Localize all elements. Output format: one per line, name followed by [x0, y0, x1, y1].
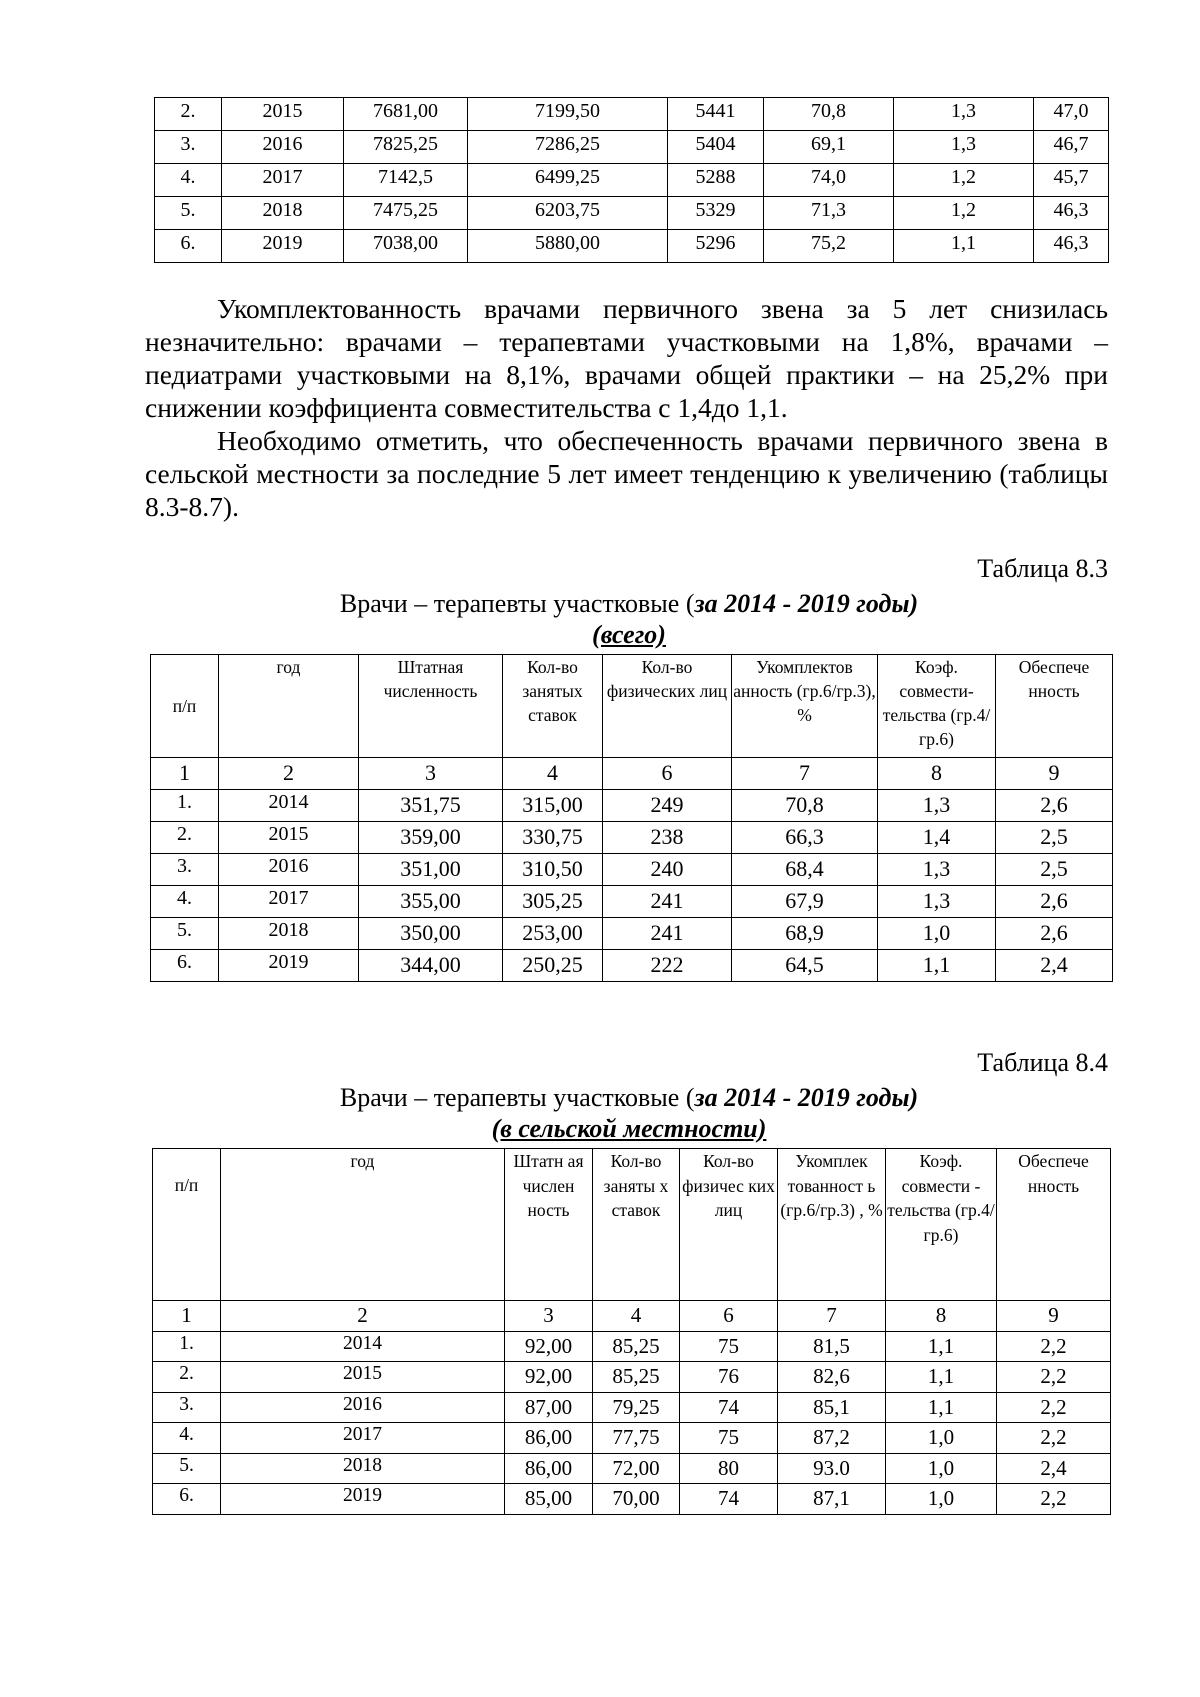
table-cell: 81,5	[778, 1331, 886, 1362]
table-cell: 2018	[219, 918, 359, 950]
table-cell: 6.	[151, 950, 219, 982]
table-cell: 5288	[668, 164, 764, 197]
table-cell: 2015	[222, 98, 344, 131]
table-cell: 1,1	[894, 230, 1034, 263]
table-cell: 1,1	[886, 1331, 997, 1362]
table-cell: Укомплек тованност ь (гр.6/гр.3) , %	[778, 1149, 886, 1301]
table-cell: 1,1	[886, 1362, 997, 1393]
column-number-row	[151, 758, 1113, 790]
table83-subtitle: (всего)	[592, 620, 666, 649]
table-cell: 1,3	[878, 790, 996, 822]
table-cell: 351,75	[359, 790, 503, 822]
table-cell: 46,3	[1034, 197, 1109, 230]
table-cell: 3	[505, 1301, 593, 1332]
table-cell: 2016	[222, 131, 344, 164]
column-number-row	[153, 1301, 1111, 1332]
table-cell: 80	[680, 1453, 778, 1484]
table-cell: 85,1	[778, 1392, 886, 1423]
table84-title-period: за 2014 - 2019 годы)	[694, 1083, 919, 1112]
table-cell: 87,2	[778, 1423, 886, 1454]
table-cell: 4.	[151, 886, 219, 918]
table-cell: 5329	[668, 197, 764, 230]
table-row	[155, 131, 1109, 164]
table-cell: 2019	[219, 950, 359, 982]
table-row	[151, 886, 1113, 918]
table-cell: 86,00	[505, 1453, 593, 1484]
table83-title-period: за 2014 - 2019 годы)	[694, 589, 919, 618]
table-cell: 2019	[222, 230, 344, 263]
table-cell: 5404	[668, 131, 764, 164]
table-cell: 5.	[153, 1453, 221, 1484]
table-cell: 1,0	[878, 918, 996, 950]
table-cell: Штатн ая числен ность	[505, 1149, 593, 1301]
table-cell: 238	[603, 822, 732, 854]
table-cell: 2,2	[997, 1331, 1111, 1362]
table83	[150, 654, 1113, 982]
table-cell: 4	[503, 758, 603, 790]
paragraph-rural-text: Необходимо отметить, что обеспеченность врачами первичного звена в сельской местности за последние 5 лет имеет тенденцию к увеличению (таблицы 8.3-8.7).	[145, 425, 1108, 522]
table-cell: 2,6	[996, 918, 1113, 950]
table-header-row	[153, 1149, 1111, 1301]
table-row	[153, 1423, 1111, 1454]
table-cell: 5.	[155, 197, 222, 230]
table-cell: 7475,25	[344, 197, 468, 230]
table-cell: 2,2	[997, 1423, 1111, 1454]
table-cell: 86,00	[505, 1423, 593, 1454]
table-cell: 2,4	[997, 1453, 1111, 1484]
table-cell: 2015	[221, 1362, 505, 1393]
table-cell: 2019	[221, 1484, 505, 1515]
table-cell: 93.0	[778, 1453, 886, 1484]
table-cell: 7038,00	[344, 230, 468, 263]
table-cell: 2.	[151, 822, 219, 854]
table-cell: 1.	[153, 1331, 221, 1362]
table-cell: 5880,00	[468, 230, 668, 263]
table-cell: 77,75	[593, 1423, 680, 1454]
table-cell: 70,8	[764, 98, 894, 131]
table-cell: 2016	[219, 854, 359, 886]
table-cell: 1,2	[894, 197, 1034, 230]
table-cell: 46,3	[1034, 230, 1109, 263]
table-cell: 7	[778, 1301, 886, 1332]
table-cell: п/п	[153, 1149, 221, 1301]
table-row	[153, 1362, 1111, 1393]
table-cell: 344,00	[359, 950, 503, 982]
table-cell: Обеспече нность	[996, 655, 1113, 758]
table-row	[151, 918, 1113, 950]
table-cell: 66,3	[732, 822, 878, 854]
table-cell: Кол-во физичес ких лиц	[680, 1149, 778, 1301]
table-cell: 68,9	[732, 918, 878, 950]
table-cell: Кол-во физических лиц	[603, 655, 732, 758]
table-row	[151, 790, 1113, 822]
table-cell: 241	[603, 918, 732, 950]
paragraph-staffing	[145, 292, 1108, 424]
paragraph-rural	[145, 424, 1108, 523]
table-cell: 7199,50	[468, 98, 668, 131]
table-cell: 47,0	[1034, 98, 1109, 131]
continued-table-body	[155, 98, 1109, 263]
table-cell: 64,5	[732, 950, 878, 982]
table-cell: 253,00	[503, 918, 603, 950]
table84-title-plain: Врачи – терапевты участковые (	[339, 1083, 695, 1112]
table-cell: 7142,5	[344, 164, 468, 197]
table-cell: Коэф. совмести- тельства (гр.4/гр.6)	[878, 655, 996, 758]
table83-caption: Таблица 8.3	[977, 554, 1108, 583]
table-cell: Обеспече нность	[997, 1149, 1111, 1301]
table-cell: 2	[219, 758, 359, 790]
table-cell: 1	[151, 758, 219, 790]
table-cell: 1,3	[878, 886, 996, 918]
table-cell: 3.	[151, 854, 219, 886]
table-cell: 68,4	[732, 854, 878, 886]
table-cell: 2.	[153, 1362, 221, 1393]
table84-body	[153, 1149, 1111, 1515]
table-cell: 87,1	[778, 1484, 886, 1515]
table-cell: 359,00	[359, 822, 503, 854]
table-cell: Коэф. совмести - тельства (гр.4/гр.6)	[886, 1149, 997, 1301]
table-cell: 4.	[153, 1423, 221, 1454]
table-cell: 2016	[221, 1392, 505, 1423]
table-cell: п/п	[151, 655, 219, 758]
table-cell: 240	[603, 854, 732, 886]
table-cell: 79,25	[593, 1392, 680, 1423]
table-cell: 92,00	[505, 1362, 593, 1393]
table-cell: 350,00	[359, 918, 503, 950]
table-cell: 2,2	[997, 1484, 1111, 1515]
table83-body	[151, 655, 1113, 982]
table-cell: 2014	[219, 790, 359, 822]
table-cell: 2015	[219, 822, 359, 854]
table-cell: 315,00	[503, 790, 603, 822]
table-cell: 2,6	[996, 790, 1113, 822]
table84-title	[150, 1082, 1108, 1144]
table-row	[153, 1392, 1111, 1423]
table-cell: 5.	[151, 918, 219, 950]
table-cell: 3.	[153, 1392, 221, 1423]
table-cell: 249	[603, 790, 732, 822]
table-cell: 2018	[221, 1453, 505, 1484]
table-cell: 82,6	[778, 1362, 886, 1393]
table-cell: 1.	[151, 790, 219, 822]
table-cell: 7825,25	[344, 131, 468, 164]
table-cell: 7	[732, 758, 878, 790]
table-cell: 67,9	[732, 886, 878, 918]
table84	[152, 1148, 1111, 1515]
table-cell: 8	[878, 758, 996, 790]
table-cell: 6499,25	[468, 164, 668, 197]
table-cell: год	[221, 1149, 505, 1301]
table-cell: 2018	[222, 197, 344, 230]
table-cell: 2014	[221, 1331, 505, 1362]
table-cell: 75	[680, 1331, 778, 1362]
table-cell: 87,00	[505, 1392, 593, 1423]
table-cell: 330,75	[503, 822, 603, 854]
table-cell: 75	[680, 1423, 778, 1454]
table-cell: 2	[221, 1301, 505, 1332]
table-cell: 2,2	[997, 1362, 1111, 1393]
table-cell: 6	[680, 1301, 778, 1332]
table-cell: 2,5	[996, 822, 1113, 854]
table-cell: Штатная численность	[359, 655, 503, 758]
table-cell: 46,7	[1034, 131, 1109, 164]
table-cell: 74	[680, 1392, 778, 1423]
table-cell: 1,0	[886, 1453, 997, 1484]
table-row	[155, 197, 1109, 230]
table-row	[155, 230, 1109, 263]
table-row	[155, 98, 1109, 131]
table-cell: 7681,00	[344, 98, 468, 131]
table-cell: 2,6	[996, 886, 1113, 918]
table-cell: 222	[603, 950, 732, 982]
table-cell: 1,1	[878, 950, 996, 982]
table-cell: 4	[593, 1301, 680, 1332]
table-cell: 85,25	[593, 1362, 680, 1393]
table-cell: 72,00	[593, 1453, 680, 1484]
table-row	[153, 1484, 1111, 1515]
table-cell: 5441	[668, 98, 764, 131]
table-header-row	[151, 655, 1113, 758]
table-cell: 2017	[222, 164, 344, 197]
table-cell: 85,25	[593, 1331, 680, 1362]
table-cell: 241	[603, 886, 732, 918]
continued-table	[154, 97, 1109, 263]
table-cell: 71,3	[764, 197, 894, 230]
table-cell: 1,0	[886, 1484, 997, 1515]
table-cell: Укомплектов анность (гр.6/гр.3), %	[732, 655, 878, 758]
table-cell: 1,1	[886, 1392, 997, 1423]
table-row	[151, 854, 1113, 886]
table-cell: 76	[680, 1362, 778, 1393]
table-cell: 9	[996, 758, 1113, 790]
table-cell: 310,50	[503, 854, 603, 886]
table-cell: 1,2	[894, 164, 1034, 197]
table-cell: 7286,25	[468, 131, 668, 164]
table-cell: 45,7	[1034, 164, 1109, 197]
table-cell: 4.	[155, 164, 222, 197]
table-cell: 1,0	[886, 1423, 997, 1454]
table-cell: 70,8	[732, 790, 878, 822]
table-cell: 3	[359, 758, 503, 790]
table-cell: 2,4	[996, 950, 1113, 982]
table-cell: 6.	[155, 230, 222, 263]
table-cell: 8	[886, 1301, 997, 1332]
table-cell: 74,0	[764, 164, 894, 197]
table-cell: 75,2	[764, 230, 894, 263]
table84-subtitle: (в сельской местности)	[491, 1114, 767, 1143]
table-cell: 6.	[153, 1484, 221, 1515]
table-row	[153, 1331, 1111, 1362]
table-cell: 69,1	[764, 131, 894, 164]
table-cell: 1	[153, 1301, 221, 1332]
table-cell: 1,3	[894, 98, 1034, 131]
table-cell: Кол-во занятых ставок	[503, 655, 603, 758]
table-cell: 1,4	[878, 822, 996, 854]
table-cell: 9	[997, 1301, 1111, 1332]
table-cell: 1,3	[894, 131, 1034, 164]
table-cell: 6	[603, 758, 732, 790]
table83-title-plain: Врачи – терапевты участковые (	[339, 589, 695, 618]
table-cell: 6203,75	[468, 197, 668, 230]
table-cell: 85,00	[505, 1484, 593, 1515]
table-cell: 5296	[668, 230, 764, 263]
table-cell: 305,25	[503, 886, 603, 918]
table-row	[151, 950, 1113, 982]
table-cell: 3.	[155, 131, 222, 164]
table-cell: 92,00	[505, 1331, 593, 1362]
table-cell: 2,2	[997, 1392, 1111, 1423]
table-cell: 70,00	[593, 1484, 680, 1515]
table-cell: 355,00	[359, 886, 503, 918]
table-cell: 1,3	[878, 854, 996, 886]
table-cell: 2.	[155, 98, 222, 131]
table-cell: 351,00	[359, 854, 503, 886]
table-row	[155, 164, 1109, 197]
table-cell: год	[219, 655, 359, 758]
table-cell: 2017	[221, 1423, 505, 1454]
table-cell: Кол-во заняты х ставок	[593, 1149, 680, 1301]
paragraph-staffing-text: Укомплектованность врачами первичного звена за 5 лет снизилась незначительно: врачами – терапевтами участковыми на 1,8%, врачами – педиатрами участковыми на 8,1%, врачами общей практики – на 25,2% при снижении коэффициента совместительства с 1,4до 1,1.	[145, 293, 1108, 423]
table-cell: 2017	[219, 886, 359, 918]
table-row	[151, 822, 1113, 854]
table84-caption: Таблица 8.4	[977, 1048, 1108, 1077]
table-row	[153, 1453, 1111, 1484]
table-cell: 250,25	[503, 950, 603, 982]
table83-title	[150, 588, 1108, 650]
table-cell: 2,5	[996, 854, 1113, 886]
table-cell: 74	[680, 1484, 778, 1515]
